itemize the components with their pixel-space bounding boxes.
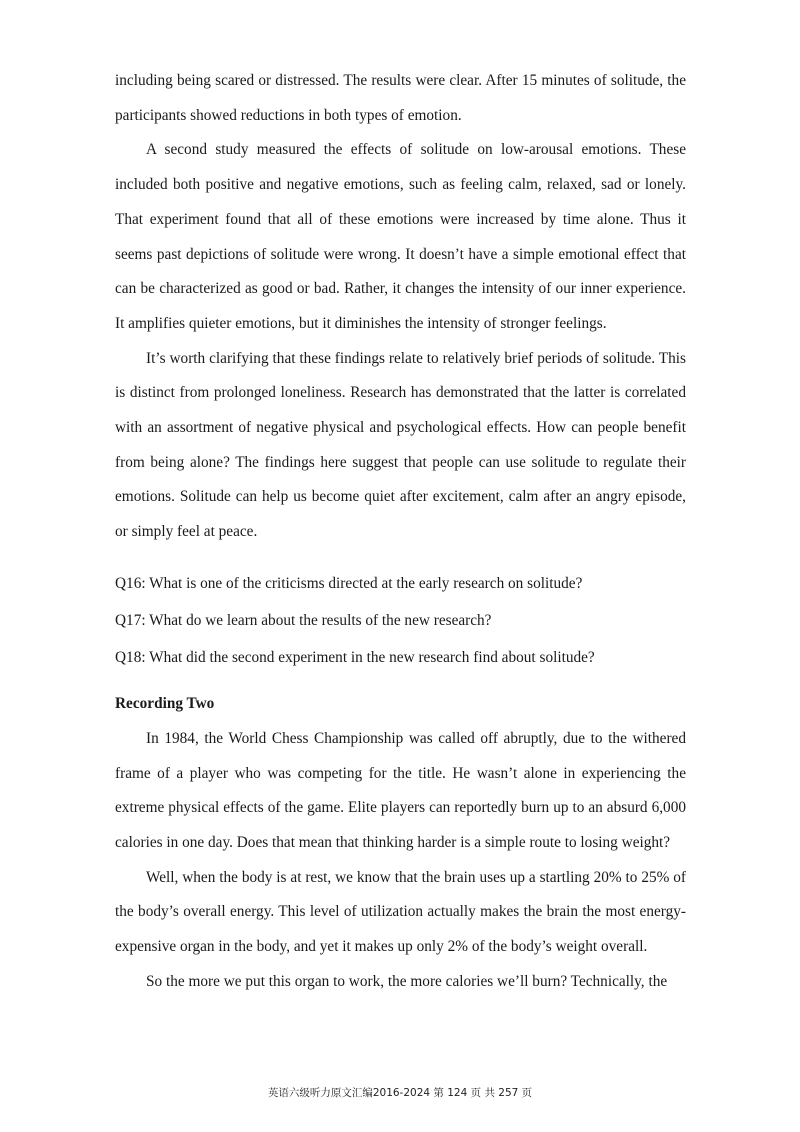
paragraph: So the more we put this organ to work, the more calories we’ll burn? Technically, the bbox=[146, 972, 668, 990]
question-list bbox=[115, 565, 686, 676]
page-footer bbox=[0, 1085, 800, 1100]
section-heading: Recording Two bbox=[115, 694, 215, 712]
question-q17: Q17: What do we learn about the results of the new research? bbox=[115, 611, 492, 629]
document-page bbox=[115, 64, 686, 999]
paragraph: It’s worth clarifying that these findings relate to relatively brief periods of solitude. This is distinct from prolonged loneliness. Research has demonstrated that the latter is correlated with an assortment of negative physical and psychological effects. How can people benefit from being alone? The findings here suggest that people can use solitude to regulate their emotions. Solitude can help us become quiet after excitement, calm after an angry episode, or simply feel at peace. bbox=[115, 349, 686, 541]
footer-text: 英语六级听力原文汇编2016-2024 第 124 页 共 257 页 bbox=[267, 1087, 533, 1099]
paragraph: including being scared or distressed. The results were clear. After 15 minutes of solitude, the participants showed reductions in both types of emotion. bbox=[115, 72, 686, 124]
question-q18: Q18: What did the second experiment in the new research find about solitude? bbox=[115, 648, 595, 666]
question-q16: Q16: What is one of the criticisms directed at the early research on solitude? bbox=[115, 574, 583, 592]
paragraph: In 1984, the World Chess Championship was called off abruptly, due to the withered frame of a player who was competing for the title. He wasn’t alone in experiencing the extreme physical effects of the game. Elite players can reportedly burn up to an absurd 6,000 calories in one day. Does that mean that thinking harder is a simple route to losing weight? bbox=[115, 729, 686, 851]
paragraph: A second study measured the effects of solitude on low-arousal emotions. These included both positive and negative emotions, such as feeling calm, relaxed, sad or lonely. That experiment found that all of these emotions were increased by time alone. Thus it seems past depictions of solitude were wrong. It doesn’t have a simple emotional effect that can be characterized as good or bad. Rather, it changes the intensity of our inner experience. It amplifies quieter emotions, but it diminishes the intensity of stronger feelings. bbox=[115, 141, 686, 332]
paragraph: Well, when the body is at rest, we know that the brain uses up a startling 20% to 25% of the body’s overall energy. This level of utilization actually makes the brain the most energy-expensive organ in the body, and yet it makes up only 2% of the body’s weight overall. bbox=[115, 868, 686, 956]
